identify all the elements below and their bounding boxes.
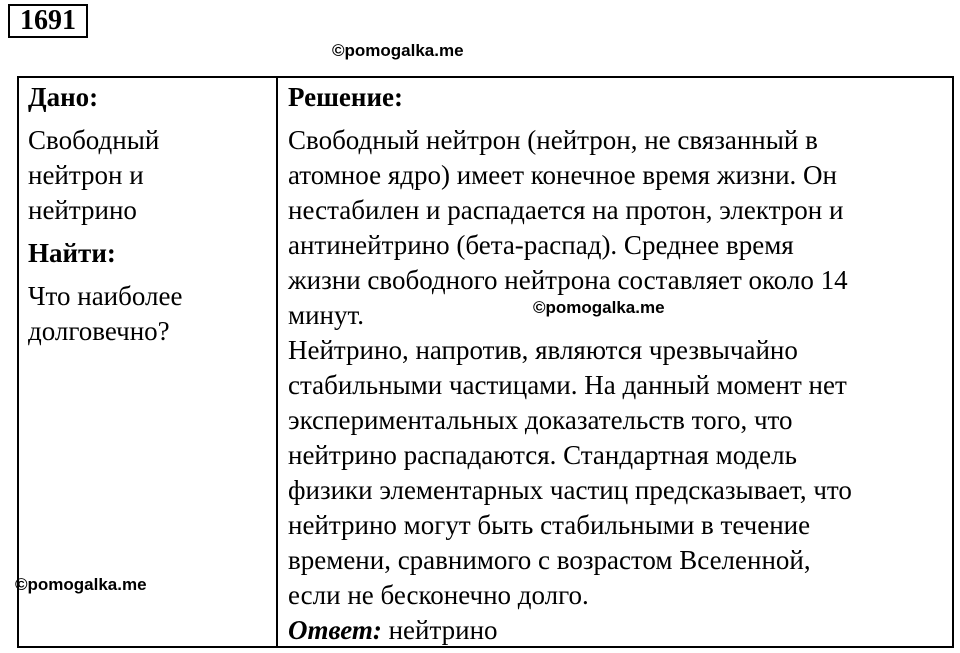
solution-line: Свободный нейтрон (нейтрон, не связанный в xyxy=(288,125,818,155)
answer-line xyxy=(288,613,948,648)
solution-line: атомное ядро) имеет конечное время жизни. Он xyxy=(288,160,837,190)
answer-label: Ответ: xyxy=(288,615,382,645)
solution-line: времени, сравнимого с возрастом Вселенной, xyxy=(288,545,811,575)
column-divider xyxy=(276,78,278,646)
solution-line: антинейтрино (бета-распад). Среднее время xyxy=(288,230,794,260)
given-line: нейтрино xyxy=(28,195,137,225)
solution-line: если не бесконечно долго. xyxy=(288,580,589,610)
solution-line: минут. xyxy=(288,300,365,330)
problem-number: 1691 xyxy=(8,4,88,38)
solution-line: нестабилен и распадается на протон, электрон и xyxy=(288,195,844,225)
watermark-bottom: ©pomogalka.me xyxy=(15,575,147,594)
solution-line: нейтрино могут быть стабильными в течение xyxy=(288,510,811,540)
given-column xyxy=(28,80,268,349)
find-header: Найти: xyxy=(28,238,116,268)
solution-line: Нейтрино, напротив, являются чрезвычайно xyxy=(288,335,798,365)
given-line: нейтрон и xyxy=(28,160,144,190)
solution-column xyxy=(288,80,948,648)
solution-line: жизни свободного нейтрона составляет около 14 xyxy=(288,265,848,295)
solution-line: стабильными частицами. На данный момент нет xyxy=(288,370,847,400)
solution-line: экспериментальных доказательств того, что xyxy=(288,405,793,435)
given-line: Свободный xyxy=(28,125,160,155)
find-line: долговечно? xyxy=(28,316,170,346)
watermark-top: ©pomogalka.me xyxy=(332,41,464,60)
answer-value: нейтрино xyxy=(388,615,498,645)
solution-table xyxy=(17,76,954,648)
solution-header: Решение: xyxy=(288,82,403,112)
find-line: Что наиболее xyxy=(28,281,183,311)
solution-line: физики элементарных частиц предсказывает, что xyxy=(288,475,852,505)
solution-line: нейтрино распадаются. Стандартная модель xyxy=(288,440,797,470)
watermark-middle: ©pomogalka.me xyxy=(533,298,665,317)
given-header: Дано: xyxy=(28,82,99,112)
